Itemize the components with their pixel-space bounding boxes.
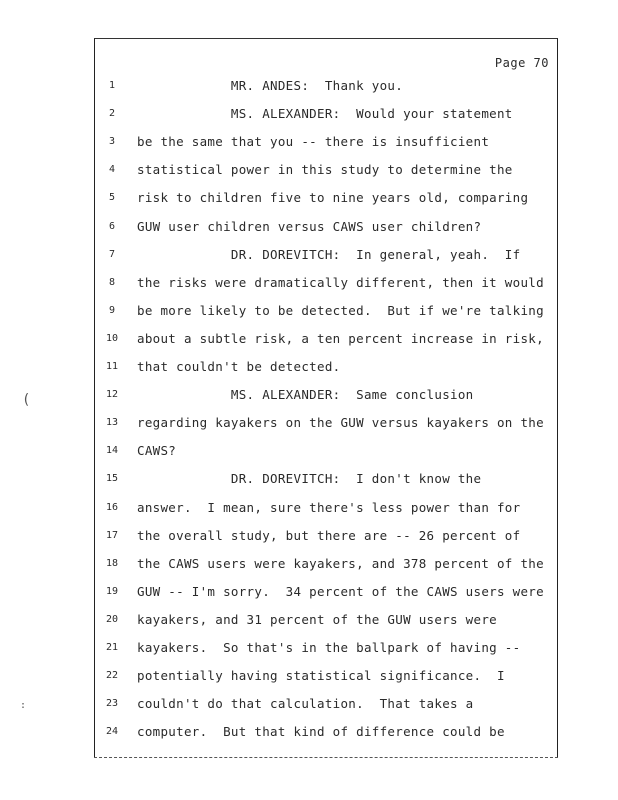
transcript-line: that couldn't be detected. [137, 359, 341, 374]
transcript-line: MS. ALEXANDER: Would your statement [137, 106, 513, 122]
transcript-line: risk to children five to nine years old, comparing [137, 190, 529, 206]
transcript-line: MR. ANDES: Thank you. [137, 78, 404, 93]
line-number: 4 [108, 164, 116, 176]
transcript-line: the overall study, but there are -- 26 percent of [137, 527, 521, 543]
transcript-line: statistical power in this study to determine the [137, 162, 513, 178]
line-number: 5 [108, 192, 116, 204]
line-number: 7 [108, 248, 116, 260]
line-number: 19 [105, 585, 119, 597]
line-number: 3 [108, 136, 116, 148]
line-number: 9 [108, 304, 116, 316]
line-number: 16 [105, 501, 119, 513]
transcript-line: potentially having statistical significance. I [137, 668, 505, 684]
transcript-line: GUW -- I'm sorry. 34 percent of the CAWS users were [137, 583, 544, 599]
line-number: 18 [105, 557, 119, 569]
line-number: 12 [105, 389, 119, 401]
line-number: 17 [105, 529, 119, 541]
transcript-line: the risks were dramatically different, then it would [137, 274, 544, 290]
transcript-line: CAWS? [137, 443, 177, 459]
line-number: 6 [108, 220, 116, 232]
line-number: 20 [105, 613, 119, 625]
transcript-line: be the same that you -- there is insufficient [137, 134, 490, 150]
line-number: 2 [108, 108, 116, 120]
transcript-line: about a subtle risk, a ten percent increase in risk, [137, 330, 544, 346]
line-number: 14 [105, 445, 119, 457]
transcript-line: MS. ALEXANDER: Same conclusion [137, 387, 474, 403]
transcript-line: GUW user children versus CAWS user children? [137, 218, 482, 234]
line-number: 13 [105, 417, 119, 429]
page-number: Page 70 [494, 56, 549, 70]
transcript-line: kayakers, and 31 percent of the GUW users were [137, 611, 497, 627]
line-number: 8 [108, 276, 116, 288]
transcript-line: answer. I mean, sure there's less power than for [137, 499, 521, 515]
transcript-line: DR. DOREVITCH: I don't know the [137, 471, 482, 487]
line-number: 23 [105, 698, 119, 710]
transcript-line: computer. But that kind of difference could be [137, 724, 505, 740]
line-number: 11 [105, 361, 119, 372]
transcript-line: be more likely to be detected. But if we're talking [137, 302, 544, 318]
margin-bracket-mark: ( [22, 392, 31, 408]
transcript-line: regarding kayakers on the GUW versus kayakers on the [137, 415, 544, 431]
line-number: 22 [105, 670, 119, 682]
line-number: 10 [105, 332, 119, 344]
transcript-line: the CAWS users were kayakers, and 378 percent of the [137, 555, 544, 571]
margin-dot-mark: : [20, 700, 27, 711]
transcript-line: couldn't do that calculation. That takes a [137, 696, 474, 712]
line-number: 1 [108, 80, 116, 91]
line-number: 21 [105, 642, 119, 653]
transcript-line: DR. DOREVITCH: In general, yeah. If [137, 246, 521, 262]
transcript-line: kayakers. So that's in the ballpark of having -- [137, 640, 521, 655]
line-number: 15 [105, 473, 119, 485]
page-bottom-rule [94, 757, 558, 759]
line-number: 24 [105, 726, 119, 738]
